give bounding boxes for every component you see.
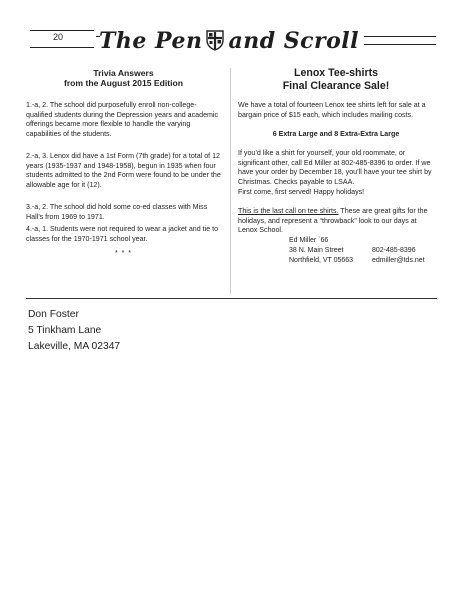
section-rule	[26, 298, 437, 299]
crest-icon	[205, 27, 225, 49]
contact-city: Northfield, VT 05663	[289, 257, 354, 264]
sale-last-call-rest: These are great gifts for the holidays, and represent a “throwback” look to our days at Lenox School.	[238, 207, 428, 235]
address-name: Don Foster	[28, 309, 79, 320]
contact-street: 38 N. Main Street	[289, 247, 344, 254]
address-street: 5 Tinkham Lane	[28, 325, 102, 336]
masthead-title	[99, 24, 361, 58]
trivia-answer-2: 2.-a, 3. Lenox did have a 1st Form (7th grade) for a total of 12 years (1935-1937 and 1948-1958), begun in 1935 when four students admitted to the 2nd Form were found to be under the allowable age for it (12).	[26, 152, 221, 189]
trivia-answer-1: 1.-a, 2. The school did purposefully enroll non-college-qualified students during the Depression years and academic offerings became more flexible to handle the varying capabilities of the students.	[26, 101, 219, 138]
contact-phone: 802-485-8396	[372, 247, 416, 254]
trivia-answer-3: 3.-a, 2. The school did hold some co-ed classes with Miss Hall’s from 1969 to 1971.	[26, 203, 208, 221]
sale-order: If you’d like a shirt for yourself, your old roommate, or significant other, call Ed Miller at 802-485-8396 to order. If we have your order by December 18, you’ll have your tee shirt by Christmas. Checks payable to LSAA.	[238, 149, 432, 186]
sale-title-line1: Lenox Tee-shirts	[294, 67, 378, 79]
sale-last-call-underlined: This is the last call on tee shirts.	[238, 207, 339, 215]
address-city: Lakeville, MA 02347	[28, 341, 121, 352]
contact-name: Ed Miller `66	[289, 237, 329, 244]
trivia-answer-4: 4.-a, 1. Students were not required to wear a jacket and tie to classes for the 1970-1971 school year.	[26, 225, 219, 243]
masthead-title-part1: The Pen	[99, 28, 203, 54]
column-divider	[230, 68, 231, 294]
section-stars: * * *	[114, 250, 133, 257]
sale-title	[238, 67, 434, 93]
trivia-title	[26, 68, 221, 88]
masthead-title-part2: and Scroll	[228, 28, 360, 54]
trivia-title-line2: from the August 2015 Edition	[63, 78, 184, 88]
contact-email[interactable]: edmiller@tds.net	[372, 257, 425, 264]
sale-sizes: 6 Extra Large and 8 Extra-Extra Large	[272, 130, 400, 138]
sale-last-call	[238, 207, 434, 236]
sale-first-come: First come, first served! Happy holidays!	[238, 188, 365, 196]
trivia-title-line1: Trivia Answers	[93, 68, 154, 78]
page-number: 20	[53, 32, 64, 42]
masthead-rule-right-2	[364, 44, 436, 45]
sale-title-line2: Final Clearance Sale!	[282, 80, 390, 92]
sale-intro: We have a total of fourteen Lenox tee shirts left for sale at a bargain price of $15 each, which includes mailing costs.	[238, 101, 426, 119]
masthead-rule-right	[364, 36, 436, 37]
